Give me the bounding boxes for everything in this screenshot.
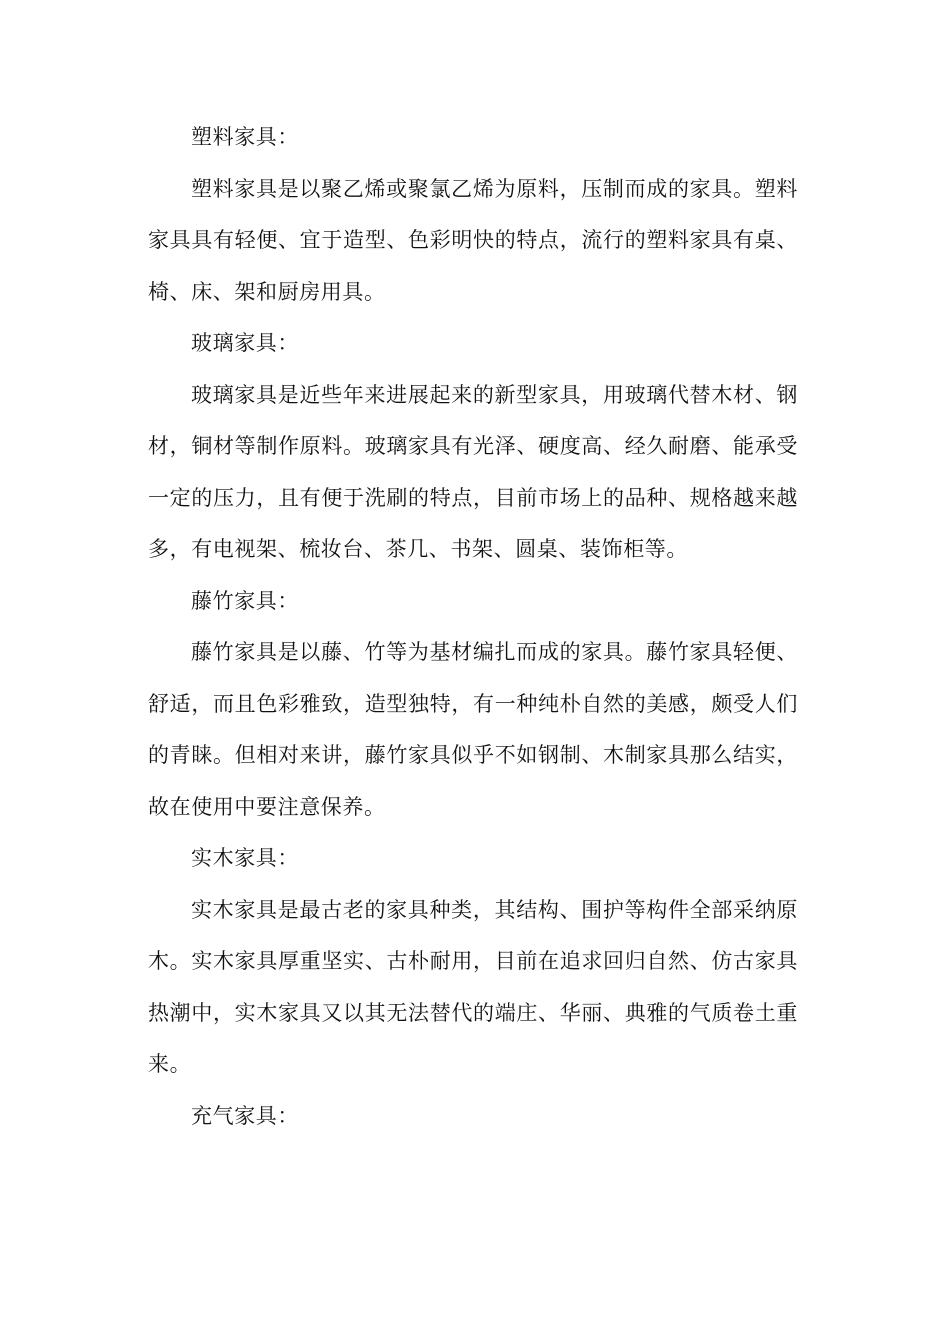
document-body	[148, 112, 798, 1142]
section-body-plastic: 塑料家具是以聚乙烯或聚氯乙烯为原料，压制而成的家具。塑料家具具有轻便、宜于造型、色彩明快的特点，流行的塑料家具有桌、椅、床、架和厨房用具。	[148, 176, 798, 304]
section-body-solid-wood: 实木家具是最古老的家具种类，其结构、围护等构件全部采纳原木。实木家具厚重坚实、古朴耐用，目前在追求回归自然、仿古家具热潮中，实木家具又以其无法替代的端庄、华丽、典雅的气质卷土重来。	[148, 897, 798, 1076]
section-body-glass: 玻璃家具是近些年来进展起来的新型家具，用玻璃代替木材、钢材，铜材等制作原料。玻璃家具有光泽、硬度高、经久耐磨、能承受一定的压力，且有便于洗刷的特点，目前市场上的品种、规格越来越多，有电视架、梳妆台、茶几、书架、圆桌、装饰柜等。	[148, 382, 798, 561]
section-heading-solid-wood: 实木家具：	[191, 846, 299, 870]
section-body-rattan-bamboo: 藤竹家具是以藤、竹等为基材编扎而成的家具。藤竹家具轻便、舒适，而且色彩雅致，造型独特，有一种纯朴自然的美感，颇受人们的青睐。但相对来讲，藤竹家具似乎不如钢制、木制家具那么结实，故在使用中要注意保养。	[148, 640, 798, 819]
section-heading-glass: 玻璃家具：	[191, 331, 299, 355]
section-heading-plastic: 塑料家具：	[191, 125, 299, 149]
section-heading-rattan-bamboo: 藤竹家具：	[191, 588, 299, 613]
section-heading-inflatable: 充气家具：	[191, 1103, 299, 1128]
